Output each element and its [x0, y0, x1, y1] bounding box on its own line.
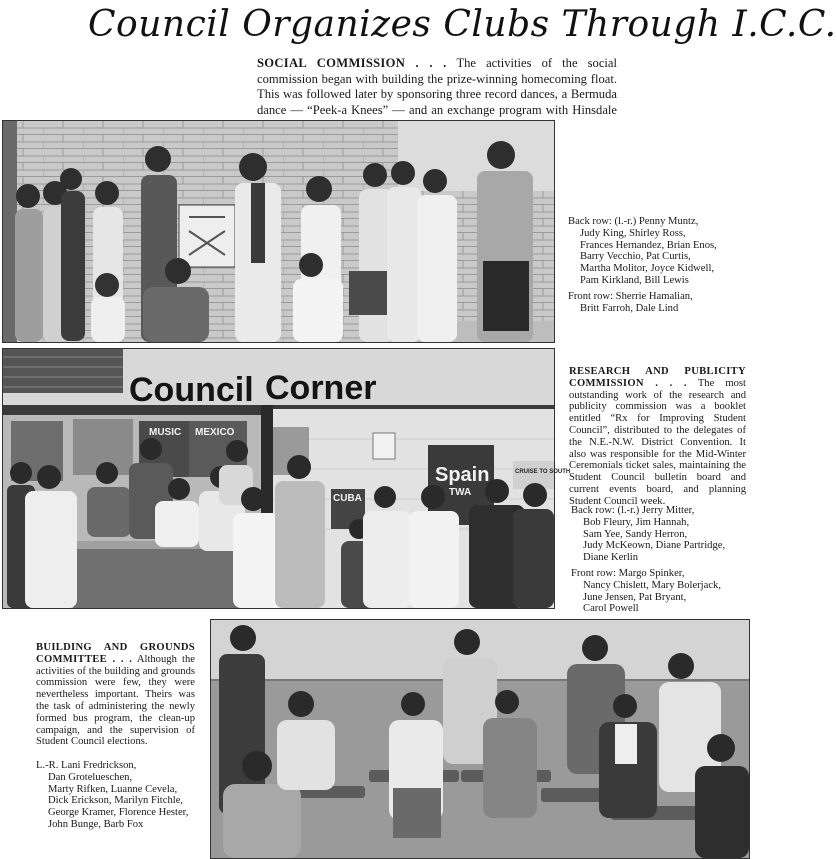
poster-twa: TWA — [449, 487, 472, 498]
caption-line: L.-R. Lani Fredrickson, — [36, 760, 137, 771]
research-back-row — [571, 505, 751, 564]
poster-spain: Spain — [435, 464, 490, 486]
building-heading: BUILDING AND GROUNDS COMMITTEE . . . — [36, 642, 195, 665]
social-front-row — [568, 291, 750, 315]
social-back-row — [568, 216, 750, 287]
poster-cruise: CRUISE TO SOUTH — [515, 469, 571, 475]
social-commission-heading: SOCIAL COMMISSION . . . — [257, 56, 447, 70]
research-names-caption — [571, 505, 751, 615]
caption-line: John Bunge, Barb Fox — [48, 818, 144, 830]
social-commission-caption — [568, 216, 750, 314]
building-body: Although the activities of the building and grounds commission were few, they were nevertheless important. Theirs was the task of administering the newly formed bus program, the clean-up campaign, and the supervision of Student Council elections. — [36, 653, 195, 748]
building-committee-photo — [210, 619, 750, 859]
caption-line: Bob Fleury, Jim Hannah, — [583, 516, 690, 528]
caption-line: Judy King, Shirley Ross, — [580, 227, 686, 239]
research-commission-photo — [2, 348, 571, 609]
poster-music: MUSIC — [149, 427, 182, 438]
social-commission-body: The activities of the social commission began with building the prize-winning homecoming float. This was followed later by sponsoring three record dances, a Bermuda dance — “Peek-a Knees” — and an exchange program with Hinsdale — [257, 56, 618, 117]
building-committee-caption — [36, 642, 195, 748]
caption-line: Judy McKeown, Diane Partridge, — [583, 540, 726, 552]
caption-line: George Kramer, Florence Hester, — [48, 807, 189, 819]
social-photo-illustration — [3, 121, 554, 342]
caption-line: Sam Yee, Sandy Herron, — [583, 528, 688, 540]
building-names-caption — [36, 760, 206, 831]
building-photo-illustration — [211, 620, 749, 858]
caption-line: Front row: Margo Spinker, — [571, 567, 685, 579]
caption-line: Back row: (l.-r.) Penny Muntz, — [568, 216, 699, 227]
research-heading: RESEARCH AND PUBLICITY COMMISSION . . . — [569, 366, 746, 389]
caption-line: Marty Rifken, Luanne Cevela, — [48, 783, 178, 795]
research-commission-caption — [569, 366, 746, 508]
caption-line: June Jensen, Pat Bryant, — [583, 591, 687, 603]
caption-line: Carol Powell — [583, 603, 639, 615]
council-sign: Council — [129, 371, 254, 409]
poster-mexico: MEXICO — [195, 427, 235, 438]
caption-line: Diane Kerlin — [583, 552, 639, 564]
corner-sign: Corner — [265, 369, 377, 407]
caption-line: Barry Vecchio, Pat Curtis, — [580, 251, 691, 263]
caption-line: Frances Hernandez, Brian Enos, — [580, 239, 717, 251]
page-title: Council Organizes Clubs Through I.C.C. — [88, 4, 837, 45]
caption-line: Britt Farroh, Dale Lind — [580, 302, 679, 314]
research-body: The most outstanding work of the research and publicity commission was a booklet entitled “Rx for Improving Student Council”, distributed to the delegates of the N.E.-N.W. District Convention. It also was responsible for the Mid-Winter Ceremonials ticket sales, maintaining the Student Council bulletin board and current events board, and planning Student Council week. — [569, 377, 746, 507]
caption-line: Pam Kirkland, Bill Lewis — [580, 274, 689, 286]
caption-line: Nancy Chislett, Mary Bolerjack, — [583, 579, 721, 591]
caption-line: Martha Molitor, Joyce Kidwell, — [580, 263, 715, 275]
building-names — [36, 760, 206, 831]
caption-line: Front row: Sherrie Hamalian, — [568, 290, 693, 302]
research-description — [569, 366, 746, 508]
social-commission-photo — [2, 120, 555, 343]
caption-line: Dick Erickson, Marilyn Fitchle, — [48, 795, 184, 807]
building-description — [36, 642, 195, 748]
caption-line: Dan Grotelueschen, — [48, 771, 133, 783]
caption-line: Back row: (l.-r.) Jerry Mitter, — [571, 505, 695, 516]
research-front-row — [571, 568, 751, 615]
poster-cuba: CUBA — [333, 493, 362, 504]
research-photo-illustration — [3, 349, 571, 608]
